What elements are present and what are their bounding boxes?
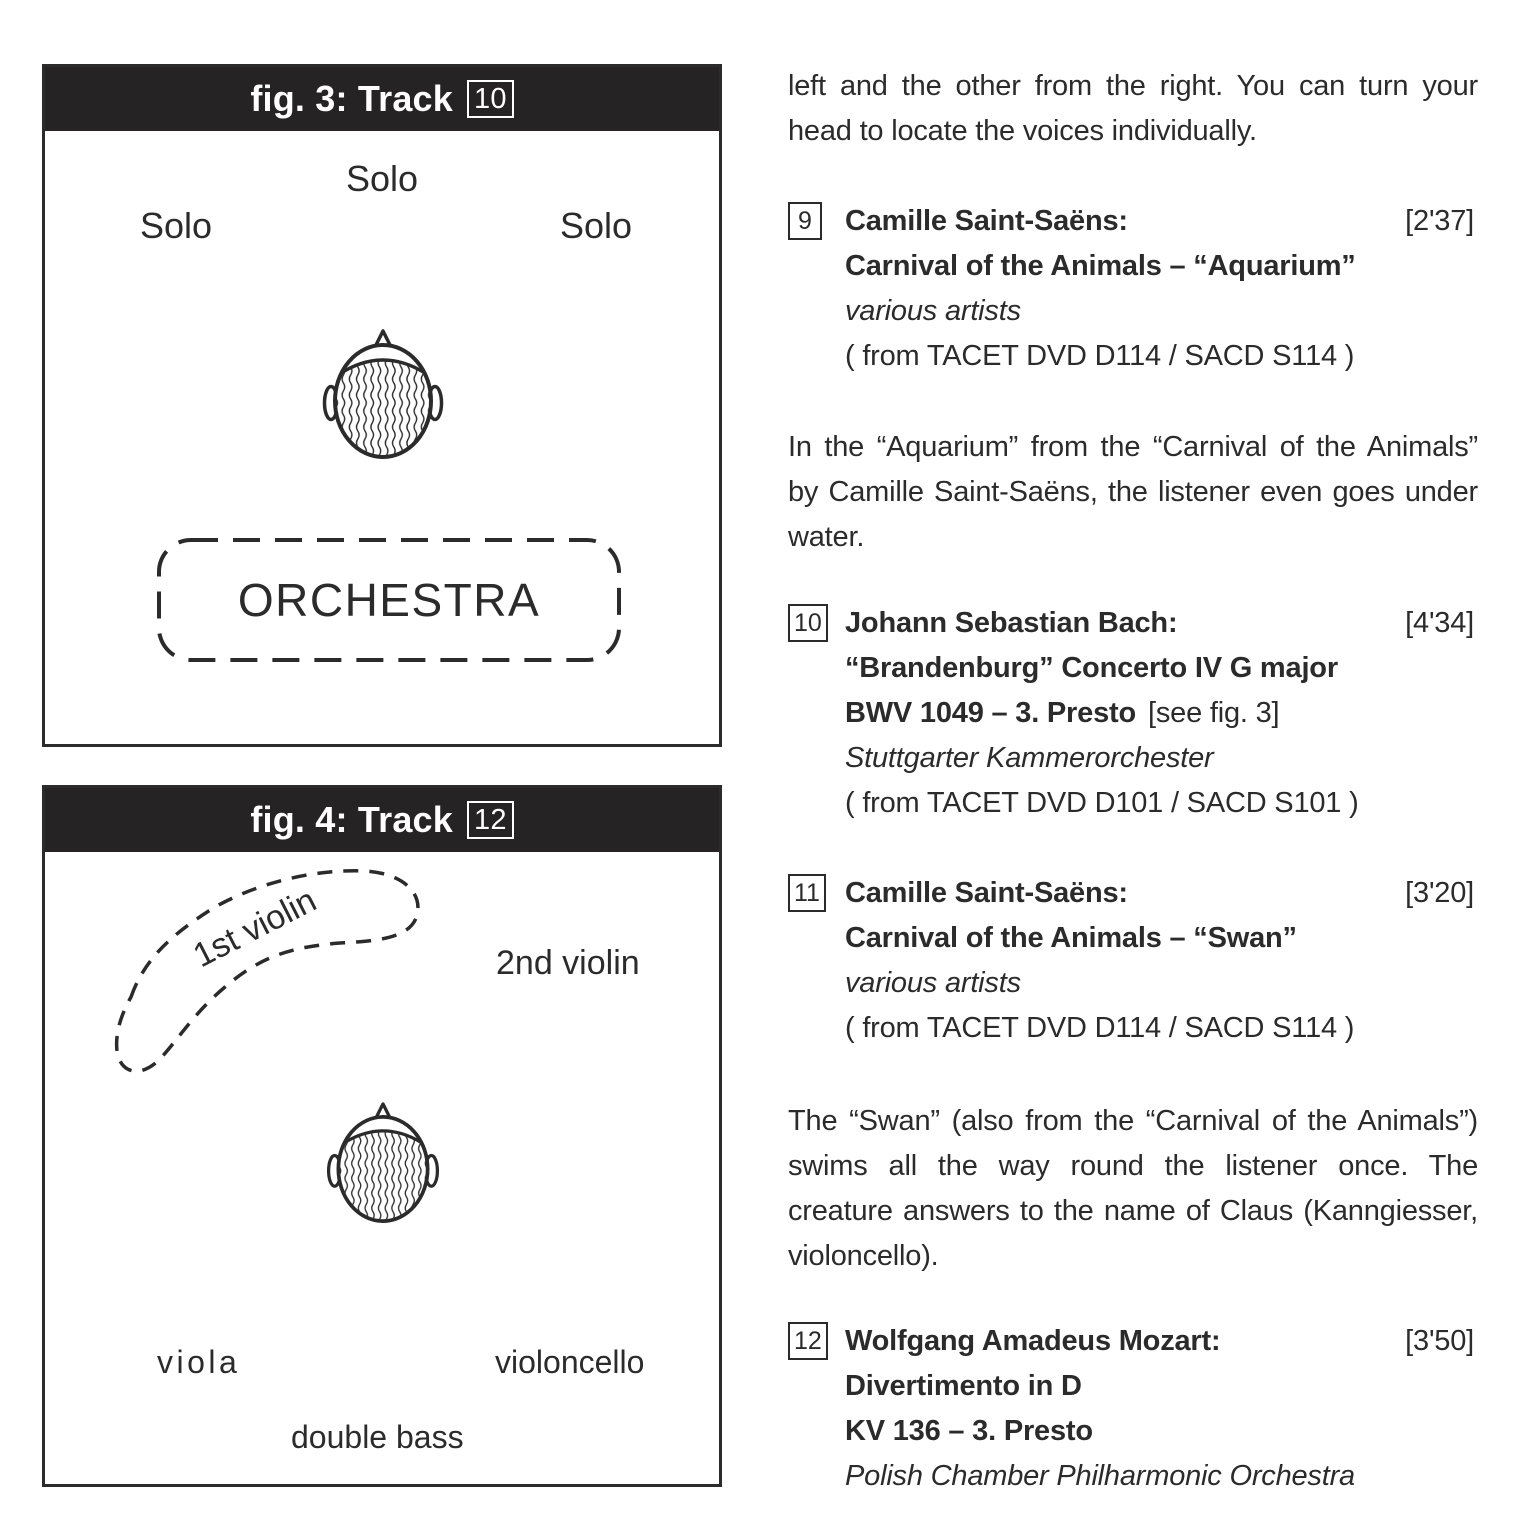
track-source: ( from TACET DVD D101 / SACD S101 ) — [845, 787, 1359, 819]
track-number-badge: 12 — [788, 1322, 828, 1360]
track-number-badge: 11 — [788, 874, 826, 912]
tracklist-text-column — [788, 56, 1478, 1499]
track-artist: Stuttgarter Kammerorchester — [845, 742, 1214, 774]
track-title: “Brandenburg” Concerto IV G major — [845, 652, 1338, 684]
listener-head-icon — [325, 321, 442, 457]
label-solo-right: Solo — [560, 205, 633, 246]
track-number-badge: 10 — [788, 604, 828, 642]
track-number-badge: 9 — [788, 202, 822, 240]
track-composer-line — [845, 1319, 1478, 1364]
track-composer-line — [845, 871, 1478, 916]
track-subtitle: KV 136 – 3. Presto — [845, 1415, 1093, 1447]
track-composer-line — [845, 199, 1478, 244]
track-artist: Polish Chamber Philharmonic Orchestra — [845, 1460, 1355, 1492]
figure-3-header — [45, 67, 719, 131]
track-title: Carnival of the Animals – “Aquarium” — [845, 250, 1356, 282]
track-composer: Wolfgang Amadeus Mozart: — [845, 1325, 1221, 1357]
label-viola: viola — [157, 1344, 241, 1380]
listener-head-icon — [329, 1095, 438, 1221]
label-first-violin: 1st violin — [187, 881, 323, 976]
track-duration: [3'50] — [1405, 1325, 1474, 1357]
track-composer: Camille Saint-Saëns: — [845, 205, 1128, 237]
track-artist: various artists — [845, 967, 1021, 999]
figure-3-track-number-badge: 10 — [467, 80, 514, 118]
paragraph-intro: left and the other from the right. You can turn your head to locate the voices individually. — [788, 70, 1478, 147]
figure-4-track-number-badge: 12 — [467, 801, 514, 839]
figure-4 — [42, 785, 722, 1487]
track-source: ( from TACET DVD D114 / SACD S114 ) — [845, 1012, 1355, 1044]
track-title: Carnival of the Animals – “Swan” — [845, 922, 1297, 954]
label-solo-center: Solo — [345, 158, 419, 199]
label-double-bass: double bass — [291, 1419, 464, 1455]
figure-4-caption: fig. 4: Track — [250, 799, 453, 840]
track-composer: Camille Saint-Saëns: — [845, 877, 1128, 909]
figure-4-header — [45, 788, 719, 852]
track-duration: [2'37] — [1405, 205, 1474, 237]
label-second-violin: 2nd violin — [496, 944, 640, 982]
track-artist: various artists — [845, 295, 1021, 327]
track-duration: [4'34] — [1405, 607, 1474, 639]
track-composer: Johann Sebastian Bach: — [845, 607, 1178, 639]
track-title: Divertimento in D — [845, 1370, 1082, 1402]
figure-3 — [42, 64, 722, 747]
track-subtitle-line — [845, 691, 1478, 736]
track-duration: [3'20] — [1405, 877, 1474, 909]
track-entry-12 — [788, 1319, 1478, 1499]
paragraph-swan: The “Swan” (also from the “Carnival of the Animals”) swims all the way round the listener once. The creature answers to the name of Claus (Kanngiesser, violoncello). — [788, 1105, 1478, 1272]
figure-3-caption: fig. 3: Track — [250, 78, 453, 119]
paragraph-aquarium: In the “Aquarium” from the “Carnival of the Animals” by Camille Saint-Saëns, the listener even goes under water. — [788, 431, 1478, 553]
see-figure-reference: [see fig. 3] — [1147, 697, 1280, 729]
track-subtitle: BWV 1049 – 3. Presto — [845, 697, 1136, 729]
track-composer-line — [845, 601, 1478, 646]
label-orchestra: ORCHESTRA — [237, 574, 541, 626]
track-entry-11 — [788, 871, 1478, 1051]
figure-4-diagram — [45, 852, 719, 1484]
track-entry-9 — [788, 199, 1478, 379]
label-solo-left: Solo — [140, 205, 213, 246]
track-entry-10 — [788, 601, 1478, 826]
figure-3-diagram — [45, 131, 719, 742]
label-violoncello: violoncello — [495, 1344, 645, 1380]
track-source: ( from TACET DVD D114 / SACD S114 ) — [845, 340, 1355, 372]
